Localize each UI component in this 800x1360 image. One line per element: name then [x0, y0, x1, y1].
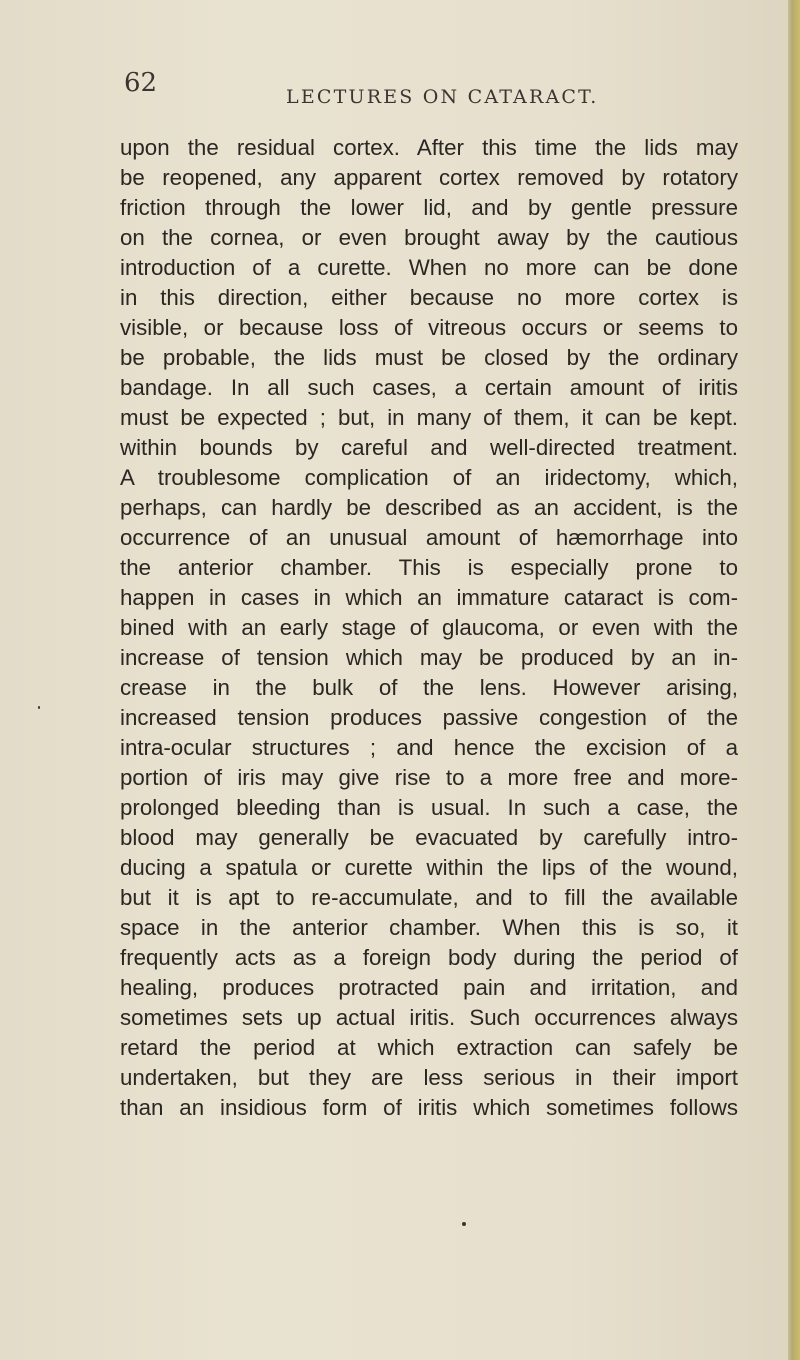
- body-text: [120, 133, 738, 1123]
- text-line: but it is apt to re-accumulate, and to fill the available: [120, 885, 738, 910]
- running-head: LECTURES ON CATARACT.: [286, 86, 599, 108]
- text-line: intra-ocular structures ; and hence the excision of a: [120, 735, 738, 760]
- ink-speck: [38, 706, 40, 709]
- text-line: occurrence of an unusual amount of hæmorrhage into: [120, 525, 738, 550]
- text-line: in this direction, either because no more cortex is: [120, 285, 738, 310]
- text-line: ducing a spatula or curette within the lips of the wound,: [120, 855, 738, 880]
- text-line: visible, or because loss of vitreous occurs or seems to: [120, 315, 738, 340]
- page-number: 62: [124, 68, 158, 98]
- text-line: prolonged bleeding than is usual. In such a case, the: [120, 795, 738, 820]
- text-line: must be expected ; but, in many of them, it can be kept.: [120, 405, 738, 430]
- text-line: A troublesome complication of an iridectomy, which,: [120, 465, 738, 490]
- text-line: crease in the bulk of the lens. However arising,: [120, 675, 738, 700]
- text-line: be reopened, any apparent cortex removed by rotatory: [120, 165, 738, 190]
- text-line: undertaken, but they are less serious in their import: [120, 1065, 738, 1090]
- text-line: perhaps, can hardly be described as an accident, is the: [120, 495, 738, 520]
- text-line: introduction of a curette. When no more can be done: [120, 255, 738, 280]
- text-line: healing, produces protracted pain and irritation, and: [120, 975, 738, 1000]
- text-line: friction through the lower lid, and by gentle pressure: [120, 195, 738, 220]
- text-line: increased tension produces passive congestion of the: [120, 705, 738, 730]
- text-line: space in the anterior chamber. When this is so, it: [120, 915, 738, 940]
- text-line: within bounds by careful and well-directed treatment.: [120, 435, 738, 460]
- text-line: increase of tension which may be produced by an in-: [120, 645, 738, 670]
- text-line: bined with an early stage of glaucoma, or even with the: [120, 615, 738, 640]
- text-line: on the cornea, or even brought away by the cautious: [120, 225, 738, 250]
- text-line: be probable, the lids must be closed by the ordinary: [120, 345, 738, 370]
- text-line: retard the period at which extraction can safely be: [120, 1035, 738, 1060]
- page-edge: [788, 0, 800, 1360]
- text-line: upon the residual cortex. After this time the lids may: [120, 135, 738, 160]
- text-line: bandage. In all such cases, a certain amount of iritis: [120, 375, 738, 400]
- ink-speck: [462, 1222, 466, 1226]
- text-line: frequently acts as a foreign body during the period of: [120, 945, 738, 970]
- text-line: sometimes sets up actual iritis. Such occurrences always: [120, 1005, 738, 1030]
- text-line: portion of iris may give rise to a more free and more-: [120, 765, 738, 790]
- text-line: the anterior chamber. This is especially prone to: [120, 555, 738, 580]
- text-line: than an insidious form of iritis which sometimes follows: [120, 1095, 738, 1120]
- text-line: blood may generally be evacuated by carefully intro-: [120, 825, 738, 850]
- text-line: happen in cases in which an immature cataract is com-: [120, 585, 738, 610]
